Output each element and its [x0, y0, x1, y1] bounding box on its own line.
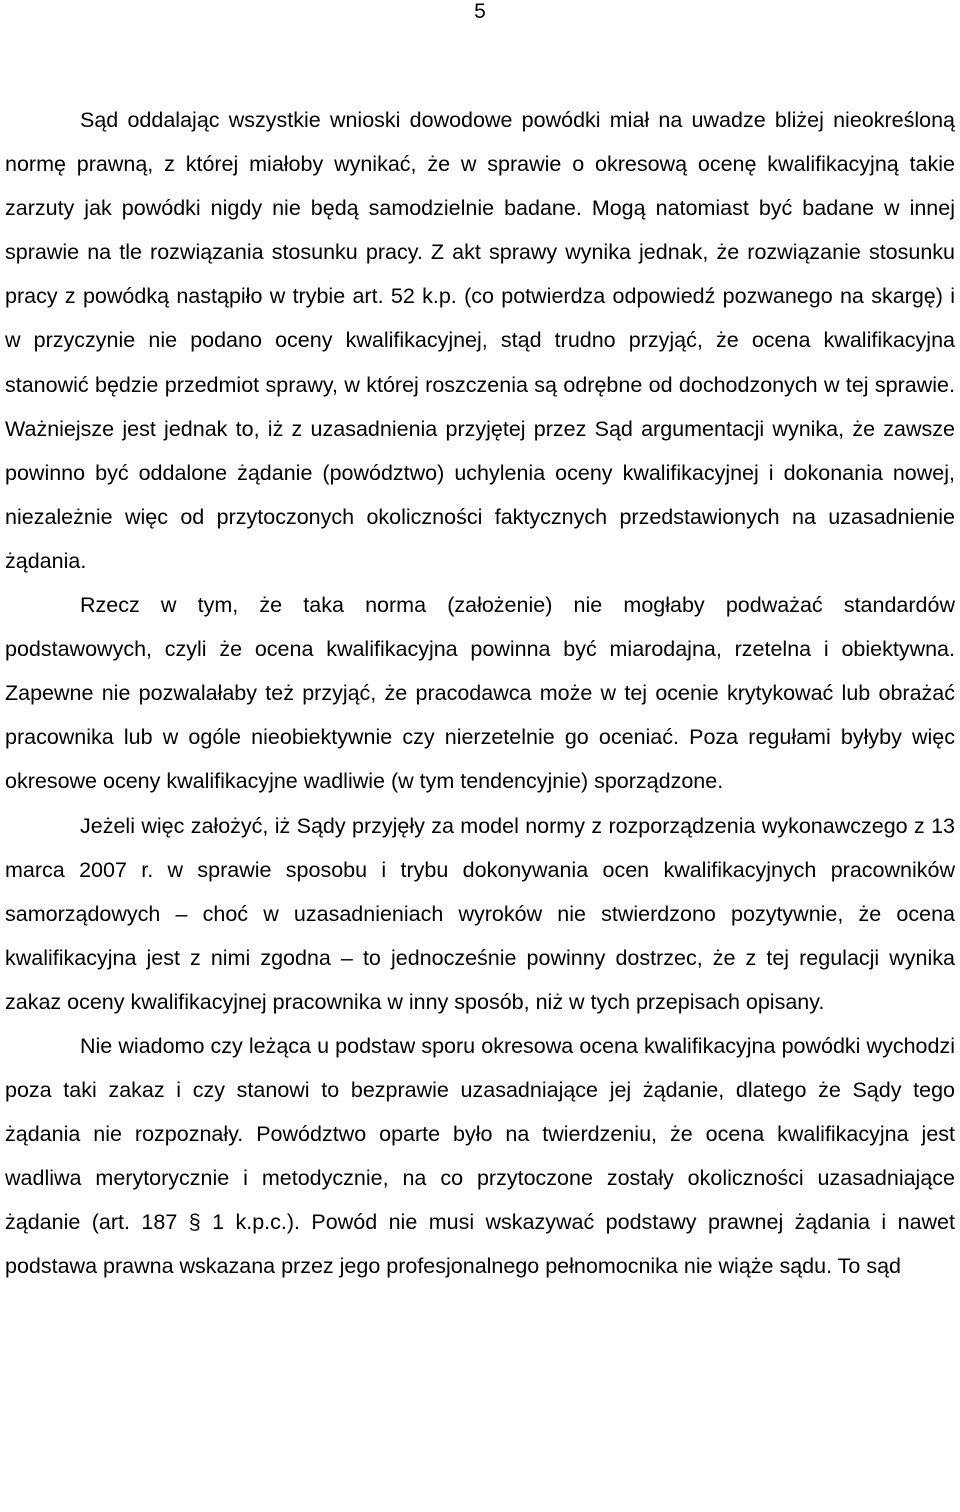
paragraph: Rzecz w tym, że taka norma (założenie) nie mogłaby podważać standardów podstawowych, czyli że ocena kwalifikacyjna powinna być miarodajna, rzetelna i obiektywna. Zapewne nie pozwalałaby też przyjąć, że pracodawca może w tej ocenie krytykować lub obrażać pracownika lub w ogóle nieobiektywnie czy nierzetelnie go oceniać. Poza regułami byłyby więc okresowe oceny kwalifikacyjne wadliwie (w tym tendencyjnie) sporządzone. — [5, 593, 955, 794]
paragraph: Sąd oddalając wszystkie wnioski dowodowe powódki miał na uwadze bliżej nieokreśloną normę prawną, z której miałoby wynikać, że w sprawie o okresową ocenę kwalifikacyjną takie zarzuty jak powódki nigdy nie będą samodzielnie badane. Mogą natomiast być badane w innej sprawie na tle rozwiązania stosunku pracy. Z akt sprawy wynika jednak, że rozwiązanie stosunku pracy z powódką nastąpiło w trybie art. 52 k.p. (co potwierdza odpowiedź pozwanego na skargę) i w przyczynie nie podano oceny kwalifikacyjnej, stąd trudno przyjąć, że ocena kwalifikacyjna stanowić będzie przedmiot sprawy, w której roszczenia są odrębne od dochodzonych w tej sprawie. Ważniejsze jest jednak to, iż z uzasadnienia przyjętej przez Sąd argumentacji wynika, że zawsze powinno być oddalone żądanie (powództwo) uchylenia oceny kwalifikacyjnej i dokonania nowej, niezależnie więc od przytoczonych okoliczności faktycznych przedstawionych na uzasadnienie żądania. — [5, 108, 955, 573]
paragraph: Jeżeli więc założyć, iż Sądy przyjęły za model normy z rozporządzenia wykonawczego z 13 marca 2007 r. w sprawie sposobu i trybu dokonywania ocen kwalifikacyjnych pracowników samorządowych – choć w uzasadnieniach wyroków nie stwierdzono pozytywnie, że ocena kwalifikacyjna jest z nimi zgodna – to jednocześnie powinny dostrzec, że z tej regulacji wynika zakaz oceny kwalifikacyjnej pracownika w inny sposób, niż w tych przepisach opisany. — [5, 813, 955, 1014]
document-body — [5, 98, 955, 1289]
paragraph: Nie wiadomo czy leżąca u podstaw sporu okresowa ocena kwalifikacyjna powódki wychodzi poza taki zakaz i czy stanowi to bezprawie uzasadniające jej żądanie, dlatego że Sądy tego żądania nie rozpoznały. Powództwo oparte było na twierdzeniu, że ocena kwalifikacyjna jest wadliwa merytorycznie i metodycznie, na co przytoczone zostały okoliczności uzasadniające żądanie (art. 187 § 1 k.p.c.). Powód nie musi wskazywać podstawy prawnej żądania i nawet podstawa prawna wskazana przez jego profesjonalnego pełnomocnika nie wiąże sądu. To sąd — [5, 1033, 955, 1279]
page-number: 5 — [474, 0, 486, 23]
